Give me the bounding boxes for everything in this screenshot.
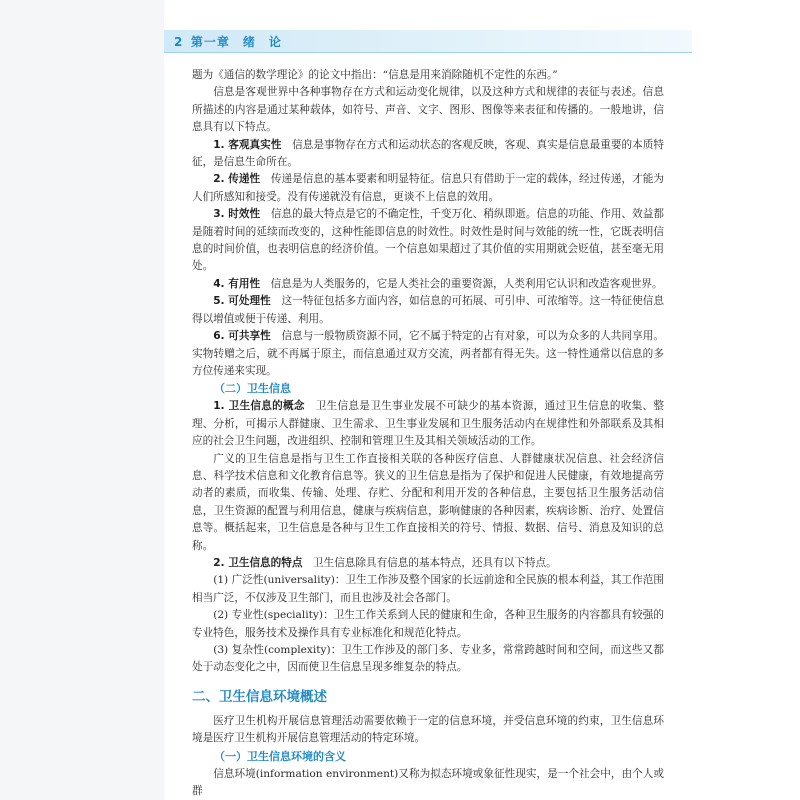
running-header [164,30,692,53]
trait-speciality: (2) 专业性(speciality)：卫生工作关系到人民的健康和生命，各种卫生服务的内容都具有较强的专业特色，服务技术及操作具有专业标准化和规范化特点。 [192,609,664,639]
trait-complexity: (3) 复杂性(complexity)：卫生工作涉及的部门多、专业多，常常跨越时间和空间，而这些又都处于动态变化之中，因而使卫生信息呈现多维复杂的特点。 [192,644,664,674]
paragraph-environment-intro: 医疗卫生机构开展信息管理活动需要依赖于一定的信息环境，并受信息环境的约束，卫生信息环境是医疗卫生机构开展信息管理活动的特定环境。 [192,714,664,745]
concept-term: 1. 卫生信息的概念 [213,400,305,413]
page-number: 2 [174,35,183,49]
feature-timeliness [192,206,664,276]
chapter-title: 第一章 绪 论 [190,35,282,49]
traits-term: 2. 卫生信息的特点 [213,556,303,569]
page-body [192,67,664,800]
header-text [174,33,282,50]
paragraph-environment-definition: 信息环境(information environment)又称为拟态环境或象征性现实，是一个社会中，由个人或群 [192,767,664,798]
concept-text: 卫生信息是卫生事业发展不可缺少的基本资源，通过卫生信息的收集、整理、分析，可揭示人群健康、卫生需求、卫生事业发展和卫生服务活动内在规律性和外部联系及其相应的社会卫生问题，改进组织、控制和管理卫生及其相关领域活动的工作。 [192,400,665,448]
feature-term: 3. 时效性 [213,208,261,221]
section-heading-environment: 二、卫生信息环境概述 [192,688,327,705]
paragraph-health-info-traits [192,555,664,572]
feature-text: 信息是事物存在方式和运动状态的客观反映，客观、真实是信息最重要的本质特征，是信息生命所在。 [192,138,665,169]
feature-term: 6. 可共享性 [213,330,271,343]
feature-text: 这一特征包括多方面内容，如信息的可拓展、可引申、可浓缩等。这一特征使信息得以增值或便于传递、利用。 [192,295,665,325]
feature-term: 4. 有用性 [213,277,261,290]
feature-text: 信息的最大特点是它的不确定性，千变万化、稍纵即逝。信息的功能、作用、效益都是随着时间的延续而改变的，这种性能即信息的时效性。时效性是时间与效能的统一性，它既表明信息的时间价值，也表明信息的经济价值。一个信息如果超过了其价值的实用期就会贬值，甚至毫无用处。 [192,208,665,273]
subheading-environment-meaning: （一）卫生信息环境的含义 [214,749,346,763]
feature-objective [192,137,664,172]
feature-text: 信息与一般物质资源不同，它不属于特定的占有对象，可以为众多的人共同享用。实物转赠之后，就不再属于原主，而信息通过双方交流，两者都有得无失。这一特性通常以信息的多方位传递来实现。 [192,330,665,377]
subheading-health-info: （二）卫生信息 [214,382,291,396]
paragraph-intro-quote: 题为《通信的数学理论》的论文中指出：“信息是用来消除随机不定性的东西。” [192,69,558,81]
feature-term: 2. 传递性 [213,173,261,186]
feature-term: 1. 客观真实性 [213,138,282,151]
paragraph-health-info-concept [192,398,664,450]
feature-term: 5. 可处理性 [213,295,271,308]
trait-universality: (1) 广泛性(universality)：卫生工作涉及整个国家的长远前途和全民族的根本利益，其工作范围相当广泛，不仅涉及卫生部门，而且也涉及社会各部门。 [192,574,664,604]
feature-shareability [192,328,664,380]
feature-text: 传递是信息的基本要素和明显特征。信息只有借助于一定的载体，经过传递，才能为人们所感知和接受。没有传递就没有信息，更谈不上信息的效用。 [192,173,665,203]
book-page [164,30,692,800]
feature-usefulness [192,276,664,293]
feature-text: 信息是为人类服务的，它是人类社会的重要资源，人类利用它认识和改造客观世界。 [270,277,663,290]
traits-text: 卫生信息除具有信息的基本特点，还具有以下特点。 [313,556,557,569]
feature-transmission [192,171,664,206]
paragraph-info-definition: 信息是客观世界中各种事物存在方式和运动变化规律，以及这种方式和规律的表征与表述。信息所描述的内容是通过某种载体，如符号、声音、文字、图形、图像等来表征和传播的。一般地讲，信息具有以下特点。 [192,86,664,134]
paragraph-broad-narrow: 广义的卫生信息是指与卫生工作直接相关联的各种医疗信息、人群健康状况信息、社会经济信息、科学技术信息和文化教育信息等。狭义的卫生信息是指为了保护和促进人民健康，有效地提高劳动者的素质，而收集、传输、处理、存贮、分配和利用开发的各种信息，主要包括卫生服务活动信息，卫生资源的配置与利用信息，健康与疾病信息，影响健康的各种因素，疾病诊断、治疗、处置信息等。概括起来，卫生信息是各种与卫生工作直接相关的符号、情报、数据、信号、消息及知识的总称。 [192,452,664,552]
feature-processability [192,293,664,328]
left-margin-strip [0,0,164,800]
